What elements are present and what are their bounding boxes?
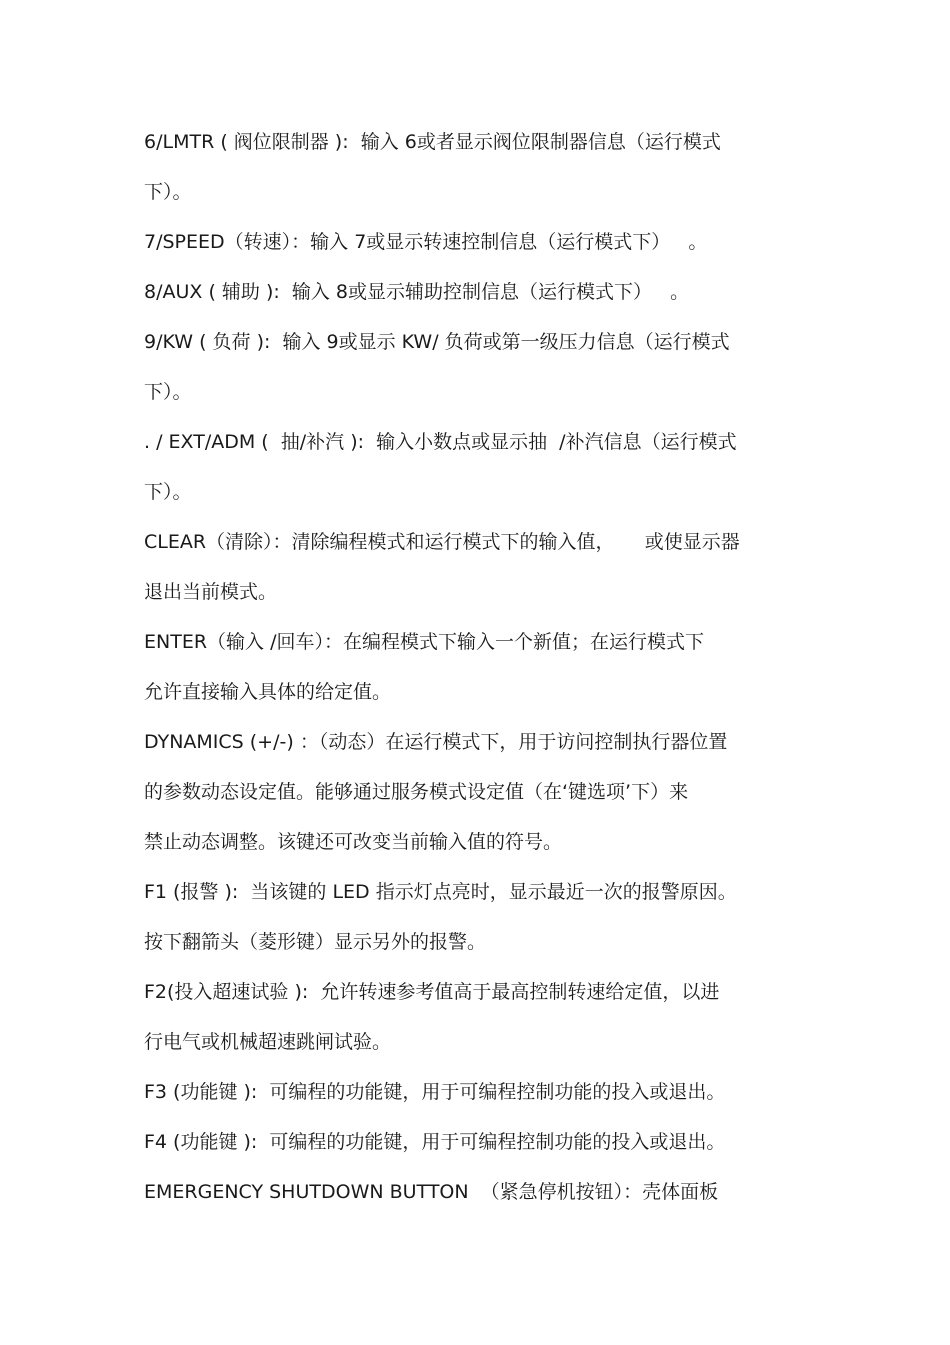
text-line: 8/AUX ( 辅助 ): 输入 8或显示辅助控制信息（运行模式下） 。 bbox=[144, 281, 690, 303]
text-line: 允许直接输入具体的给定值。 bbox=[144, 681, 392, 703]
text-line: 下）。 bbox=[144, 181, 192, 203]
text-line: 退出当前模式。 bbox=[144, 581, 278, 603]
text-line: CLEAR（清除）：清除编程模式和运行模式下的输入值， 或使显示器 bbox=[144, 531, 740, 553]
text-line: 下）。 bbox=[144, 381, 192, 403]
text-line: DYNAMICS (+/-) ：（动态）在运行模式下，用于访问控制执行器位置 bbox=[144, 731, 728, 753]
text-line: 禁止动态调整。该键还可改变当前输入值的符号。 bbox=[144, 831, 563, 853]
text-line: 6/LMTR ( 阀位限制器 ): 输入 6或者显示阀位限制器信息（运行模式 bbox=[144, 131, 721, 153]
text-line: F1 (报警 ): 当该键的 LED 指示灯点亮时，显示最近一次的报警原因。 bbox=[144, 881, 737, 903]
text-line: 9/KW ( 负荷 ): 输入 9或显示 KW/ 负荷或第一级压力信息（运行模式 bbox=[144, 331, 730, 353]
text-line: 的参数动态设定值。能够通过服务模式设定值（在‘键选项’下）来 bbox=[144, 781, 689, 803]
text-line: 7/SPEED（转速）：输入 7或显示转速控制信息（运行模式下） 。 bbox=[144, 231, 708, 253]
text-line: 下）。 bbox=[144, 481, 192, 503]
text-line: . / EXT/ADM ( 抽/补汽 ): 输入小数点或显示抽 /补汽信息（运行模式 bbox=[144, 431, 737, 453]
text-line: ENTER（输入 /回车）：在编程模式下输入一个新值；在运行模式下 bbox=[144, 631, 704, 653]
text-line: 行电气或机械超速跳闸试验。 bbox=[144, 1031, 392, 1053]
text-line: 按下翻箭头（菱形键）显示另外的报警。 bbox=[144, 931, 487, 953]
text-line: F2(投入超速试验 ): 允许转速参考值高于最高控制转速给定值，以进 bbox=[144, 981, 720, 1003]
text-line: F4 (功能键 ): 可编程的功能键，用于可编程控制功能的投入或退出。 bbox=[144, 1131, 726, 1153]
text-line: F3 (功能键 ): 可编程的功能键，用于可编程控制功能的投入或退出。 bbox=[144, 1081, 726, 1103]
text-line: EMERGENCY SHUTDOWN BUTTON （紧急停机按钮）：壳体面板 bbox=[144, 1181, 719, 1203]
